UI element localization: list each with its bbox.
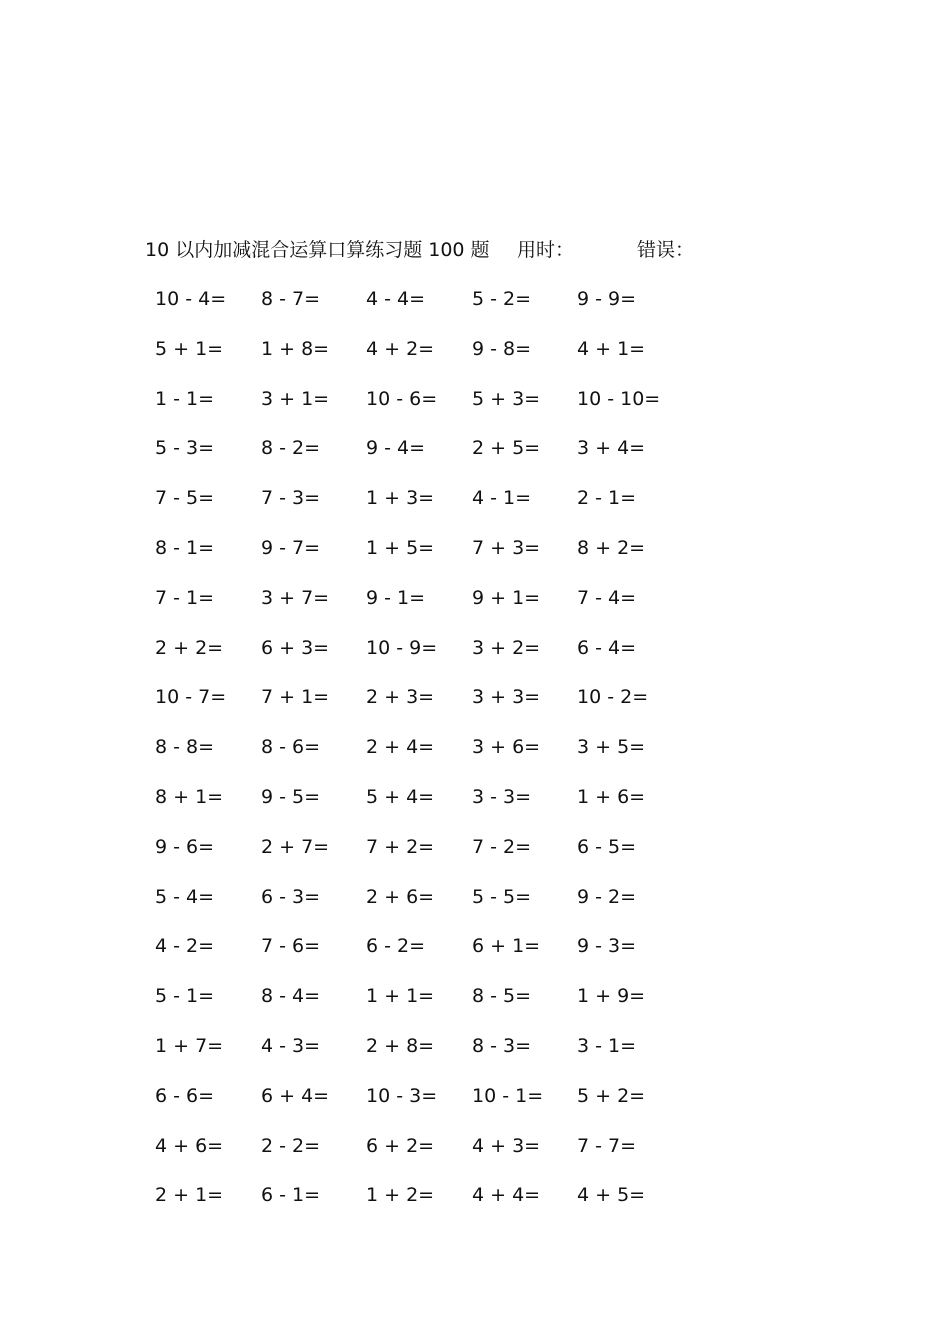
math-problem: 1 + 8= (261, 337, 330, 360)
math-problem: 9 - 5= (261, 785, 321, 808)
math-problem: 1 + 5= (366, 536, 435, 559)
math-problem: 8 - 7= (261, 288, 321, 310)
math-problem: 2 + 4= (366, 736, 435, 759)
math-problem: 7 - 3= (261, 487, 321, 510)
problem-row (150, 1182, 710, 1232)
math-problem: 3 + 3= (472, 686, 541, 709)
math-problem: 8 - 3= (472, 1034, 532, 1057)
math-problem: 3 + 1= (261, 387, 330, 410)
problem-row (150, 485, 710, 535)
math-problem: 6 + 3= (261, 636, 330, 659)
math-problem: 7 - 2= (472, 835, 532, 858)
math-problem: 1 + 3= (366, 487, 435, 510)
math-problem: 2 + 6= (366, 885, 435, 908)
math-problem: 7 + 3= (472, 536, 541, 559)
math-problem: 1 + 7= (155, 1034, 224, 1057)
math-problem: 8 - 1= (155, 536, 215, 559)
problem-row (150, 286, 710, 336)
math-problem: 7 - 4= (577, 586, 637, 609)
math-problem: 4 - 4= (366, 288, 426, 310)
math-problem: 8 - 4= (261, 985, 321, 1008)
math-problem: 6 - 6= (155, 1084, 215, 1107)
math-problem: 5 + 3= (472, 387, 541, 410)
math-problem: 4 + 3= (472, 1134, 541, 1157)
math-problem: 2 - 2= (261, 1134, 321, 1157)
problem-grid (150, 286, 710, 1232)
worksheet-header (145, 236, 765, 264)
math-problem: 9 - 8= (472, 337, 532, 360)
math-problem: 7 - 6= (261, 935, 321, 958)
math-problem: 3 + 4= (577, 437, 646, 460)
math-problem: 7 - 5= (155, 487, 215, 510)
math-problem: 5 - 3= (155, 437, 215, 460)
problem-row (150, 784, 710, 834)
math-problem: 5 - 1= (155, 985, 215, 1008)
problem-row (150, 834, 710, 884)
math-problem: 9 + 1= (472, 586, 541, 609)
math-problem: 10 - 6= (366, 387, 438, 410)
math-problem: 3 + 2= (472, 636, 541, 659)
math-problem: 5 - 2= (472, 288, 532, 310)
math-problem: 7 + 1= (261, 686, 330, 709)
problem-row (150, 983, 710, 1033)
math-problem: 1 + 2= (366, 1184, 435, 1207)
math-problem: 6 - 3= (261, 885, 321, 908)
math-problem: 8 - 8= (155, 736, 215, 759)
math-problem: 7 + 2= (366, 835, 435, 858)
problem-row (150, 884, 710, 934)
math-problem: 3 + 5= (577, 736, 646, 759)
math-problem: 1 - 1= (155, 387, 215, 410)
math-problem: 6 - 2= (366, 935, 426, 958)
math-problem: 9 - 7= (261, 536, 321, 559)
math-problem: 5 - 4= (155, 885, 215, 908)
math-problem: 4 + 6= (155, 1134, 224, 1157)
math-problem: 2 + 5= (472, 437, 541, 460)
problem-row (150, 734, 710, 784)
math-problem: 2 + 3= (366, 686, 435, 709)
math-problem: 9 - 1= (366, 586, 426, 609)
math-problem: 9 - 6= (155, 835, 215, 858)
math-problem: 1 + 1= (366, 985, 435, 1008)
math-problem: 5 + 2= (577, 1084, 646, 1107)
math-problem: 9 - 4= (366, 437, 426, 460)
math-problem: 4 - 2= (155, 935, 215, 958)
math-problem: 6 - 4= (577, 636, 637, 659)
problem-row (150, 336, 710, 386)
problem-row (150, 933, 710, 983)
math-problem: 4 - 1= (472, 487, 532, 510)
math-problem: 3 - 1= (577, 1034, 637, 1057)
math-problem: 10 - 4= (155, 288, 227, 310)
problem-row (150, 386, 710, 436)
math-problem: 1 + 6= (577, 785, 646, 808)
worksheet-title: 10 以内加减混合运算口算练习题 100 题 (145, 239, 490, 261)
problem-row (150, 1083, 710, 1133)
math-problem: 2 + 1= (155, 1184, 224, 1207)
math-problem: 4 + 5= (577, 1184, 646, 1207)
math-problem: 8 - 2= (261, 437, 321, 460)
problem-row (150, 435, 710, 485)
problem-row (150, 684, 710, 734)
math-problem: 4 + 2= (366, 337, 435, 360)
problem-row (150, 535, 710, 585)
math-problem: 7 - 7= (577, 1134, 637, 1157)
math-problem: 10 - 2= (577, 686, 649, 709)
math-problem: 3 - 3= (472, 785, 532, 808)
time-used-label: 用时： (517, 239, 575, 261)
math-problem: 4 + 4= (472, 1184, 541, 1207)
math-problem: 9 - 9= (577, 288, 637, 310)
problem-row (150, 635, 710, 685)
math-problem: 10 - 1= (472, 1084, 544, 1107)
math-problem: 2 + 7= (261, 835, 330, 858)
math-problem: 2 - 1= (577, 487, 637, 510)
math-problem: 4 - 3= (261, 1034, 321, 1057)
math-problem: 1 + 9= (577, 985, 646, 1008)
math-problem: 2 + 8= (366, 1034, 435, 1057)
math-problem: 6 + 2= (366, 1134, 435, 1157)
math-problem: 10 - 7= (155, 686, 227, 709)
math-problem: 7 - 1= (155, 586, 215, 609)
math-problem: 6 + 1= (472, 935, 541, 958)
problem-row (150, 1133, 710, 1183)
math-problem: 8 + 1= (155, 785, 224, 808)
error-count-label: 错误： (637, 239, 695, 261)
math-problem: 3 + 7= (261, 586, 330, 609)
math-problem: 4 + 1= (577, 337, 646, 360)
math-problem: 6 - 5= (577, 835, 637, 858)
math-problem: 10 - 9= (366, 636, 438, 659)
math-problem: 8 + 2= (577, 536, 646, 559)
math-problem: 9 - 3= (577, 935, 637, 958)
problem-row (150, 585, 710, 635)
math-problem: 5 + 4= (366, 785, 435, 808)
math-problem: 9 - 2= (577, 885, 637, 908)
math-problem: 5 + 1= (155, 337, 224, 360)
math-problem: 3 + 6= (472, 736, 541, 759)
math-problem: 6 + 4= (261, 1084, 330, 1107)
math-problem: 6 - 1= (261, 1184, 321, 1207)
math-problem: 10 - 10= (577, 387, 661, 410)
math-problem: 8 - 6= (261, 736, 321, 759)
math-problem: 8 - 5= (472, 985, 532, 1008)
math-problem: 5 - 5= (472, 885, 532, 908)
problem-row (150, 1033, 710, 1083)
math-problem: 10 - 3= (366, 1084, 438, 1107)
math-problem: 2 + 2= (155, 636, 224, 659)
